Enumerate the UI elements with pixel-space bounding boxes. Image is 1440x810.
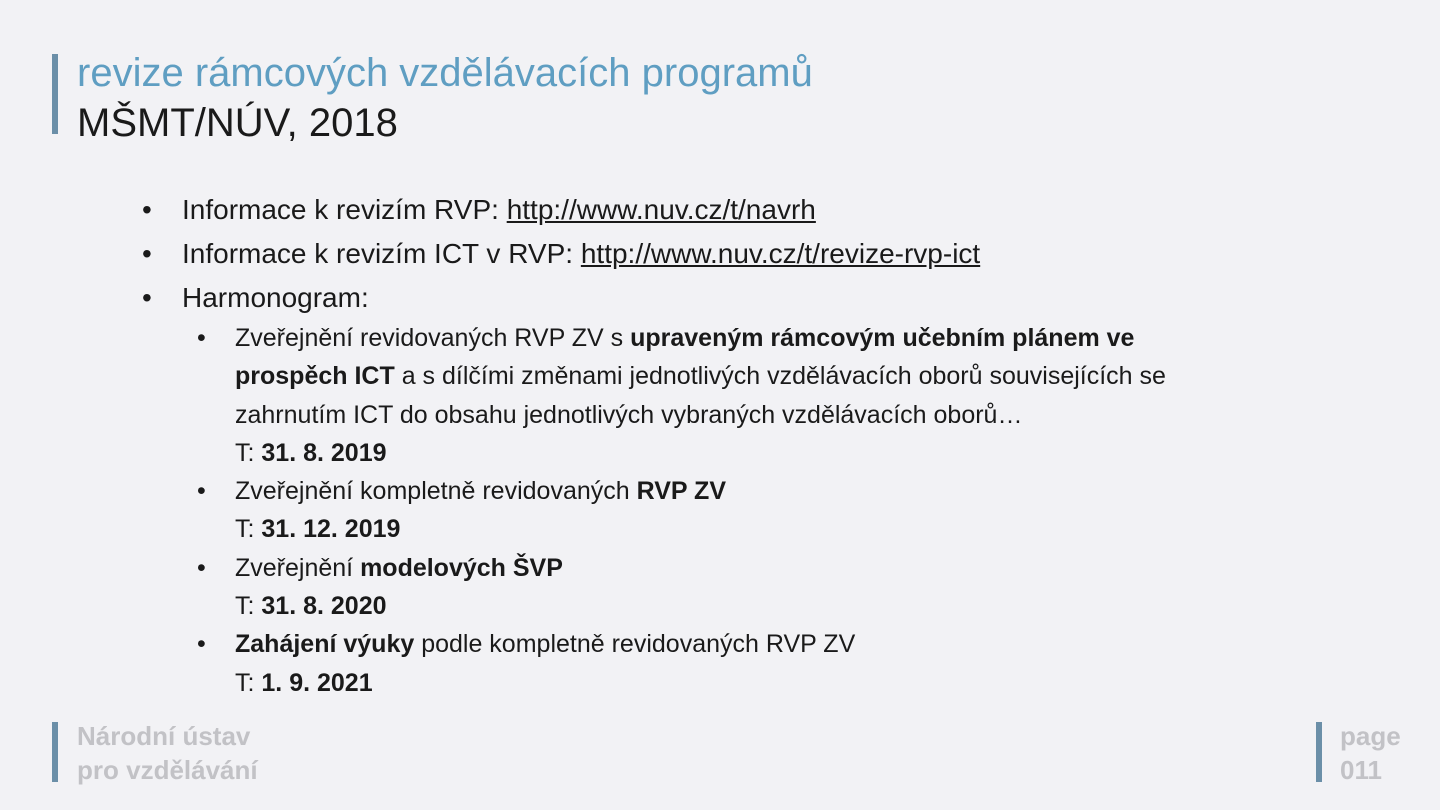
page-indicator: page 011 bbox=[1340, 721, 1401, 785]
title-line-2: MŠMT/NÚV, 2018 bbox=[77, 101, 398, 145]
harmonogram-item-2: • Zveřejnění kompletně revidovaných RVP ZV T: 31. 12. 2019 bbox=[197, 472, 1297, 549]
deadline: T: 1. 9. 2021 bbox=[235, 668, 373, 697]
title-line-1: revize rámcových vzdělávacích programů bbox=[77, 51, 813, 95]
deadline: T: 31. 12. 2019 bbox=[235, 515, 401, 544]
footer-organization: Národní ústav pro vzdělávání bbox=[77, 721, 258, 785]
footer-left-bar bbox=[52, 722, 58, 782]
bullet-ict-info bbox=[142, 232, 980, 276]
title-accent-bar bbox=[52, 54, 58, 134]
link-nuv-navrh[interactable]: http://www.nuv.cz/t/navrh bbox=[506, 194, 816, 225]
bullet-rvp-info-text: Informace k revizím RVP: bbox=[182, 194, 507, 225]
footer-right-bar bbox=[1316, 722, 1322, 782]
bullet-rvp-info bbox=[142, 188, 980, 232]
harmonogram-item-3: • Zveřejnění modelových ŠVP T: 31. 8. 2020 bbox=[197, 549, 1297, 626]
harmonogram-item-4: • Zahájení výuky podle kompletně revidovaných RVP ZV T: 1. 9. 2021 bbox=[197, 625, 1297, 702]
deadline: T: 31. 8. 2019 bbox=[235, 438, 387, 467]
page-title bbox=[77, 48, 813, 148]
main-bullet-list bbox=[142, 188, 980, 320]
harmonogram-item-1: • Zveřejnění revidovaných RVP ZV s upraveným rámcovým učebním plánem ve prospěch ICT a s dílčími změnami jednotlivých vzdělávacích oborů souvisejících se zahrnutím ICT do obsahu jednotlivých vybraných vzdělávacích oborů… T: 31. 8. 2019 bbox=[197, 319, 1297, 472]
bullet-ict-info-text: Informace k revizím ICT v RVP: bbox=[182, 238, 581, 269]
bullet-harmonogram bbox=[142, 276, 980, 320]
harmonogram-list bbox=[197, 319, 1297, 702]
page-number: 011 bbox=[1340, 755, 1382, 785]
link-nuv-revize-rvp-ict[interactable]: http://www.nuv.cz/t/revize-rvp-ict bbox=[580, 238, 981, 269]
bullet-harmonogram-text: Harmonogram: bbox=[182, 282, 369, 313]
deadline: T: 31. 8. 2020 bbox=[235, 592, 387, 621]
